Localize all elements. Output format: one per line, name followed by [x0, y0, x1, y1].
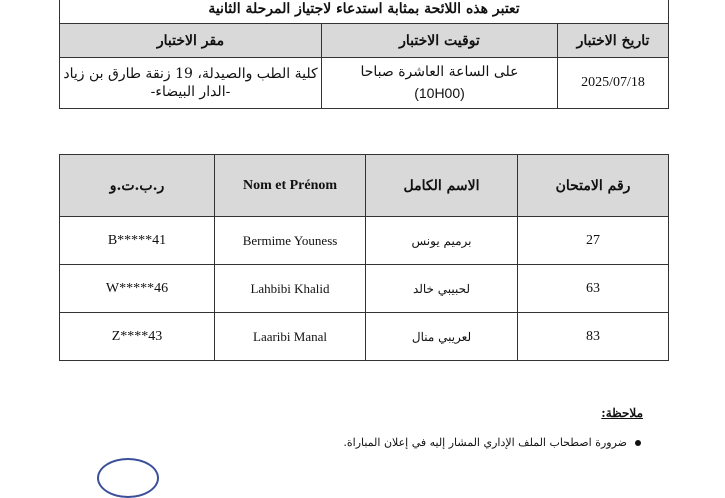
name-fr-cell: Laaribi Manal: [215, 313, 366, 361]
header-exam-time: توقيت الاختبار: [322, 24, 558, 58]
exam-number-cell: 27: [518, 217, 669, 265]
exam-number-cell: 83: [518, 313, 669, 361]
candidates-table: [59, 154, 669, 361]
exam-place-line1: كلية الطب والصيدلة، 19 زنقة طارق بن زياد: [63, 66, 318, 82]
cin-cell: W*****46: [60, 265, 215, 313]
table-row: [60, 313, 669, 361]
name-ar-cell: لحبيبي خالد: [366, 265, 518, 313]
header-cin: ر.ب.ت.و: [60, 155, 215, 217]
header-full-name-fr: Nom et Prénom: [215, 155, 366, 217]
name-fr-cell: Lahbibi Khalid: [215, 265, 366, 313]
exam-info-table: [59, 0, 669, 109]
cin-cell: B*****41: [60, 217, 215, 265]
table-row: [60, 217, 669, 265]
name-fr-cell: Bermime Youness: [215, 217, 366, 265]
bullet-icon: [635, 440, 641, 446]
header-exam-number: رقم الامتحان: [518, 155, 669, 217]
table-row: [60, 265, 669, 313]
header-exam-date: تاريخ الاختبار: [558, 24, 669, 58]
exam-time-line1: على الساعة العاشرة صباحا: [360, 64, 519, 80]
exam-date-cell: 2025/07/18: [558, 58, 669, 109]
note-item: [343, 436, 641, 449]
header-full-name-ar: الاسم الكامل: [366, 155, 518, 217]
name-ar-cell: برميم يونس: [366, 217, 518, 265]
convocation-banner: تعتبر هذه اللائحة بمثابة استدعاء لاجتياز المرحلة الثانية: [60, 0, 669, 24]
header-exam-place: مقر الاختبار: [60, 24, 322, 58]
exam-time-line2: (10H00): [414, 85, 465, 101]
cin-cell: Z****43: [60, 313, 215, 361]
note-label: ملاحظة:: [601, 406, 643, 420]
note-item-text: ضرورة اصطحاب الملف الإداري المشار إليه في إعلان المباراة.: [343, 436, 627, 449]
name-ar-cell: لعريبي منال: [366, 313, 518, 361]
exam-place-line2: -الدار البيضاء-: [150, 84, 231, 100]
stamp-icon: [97, 458, 159, 498]
exam-place-cell: [60, 58, 322, 109]
exam-number-cell: 63: [518, 265, 669, 313]
exam-time-cell: [322, 58, 558, 109]
